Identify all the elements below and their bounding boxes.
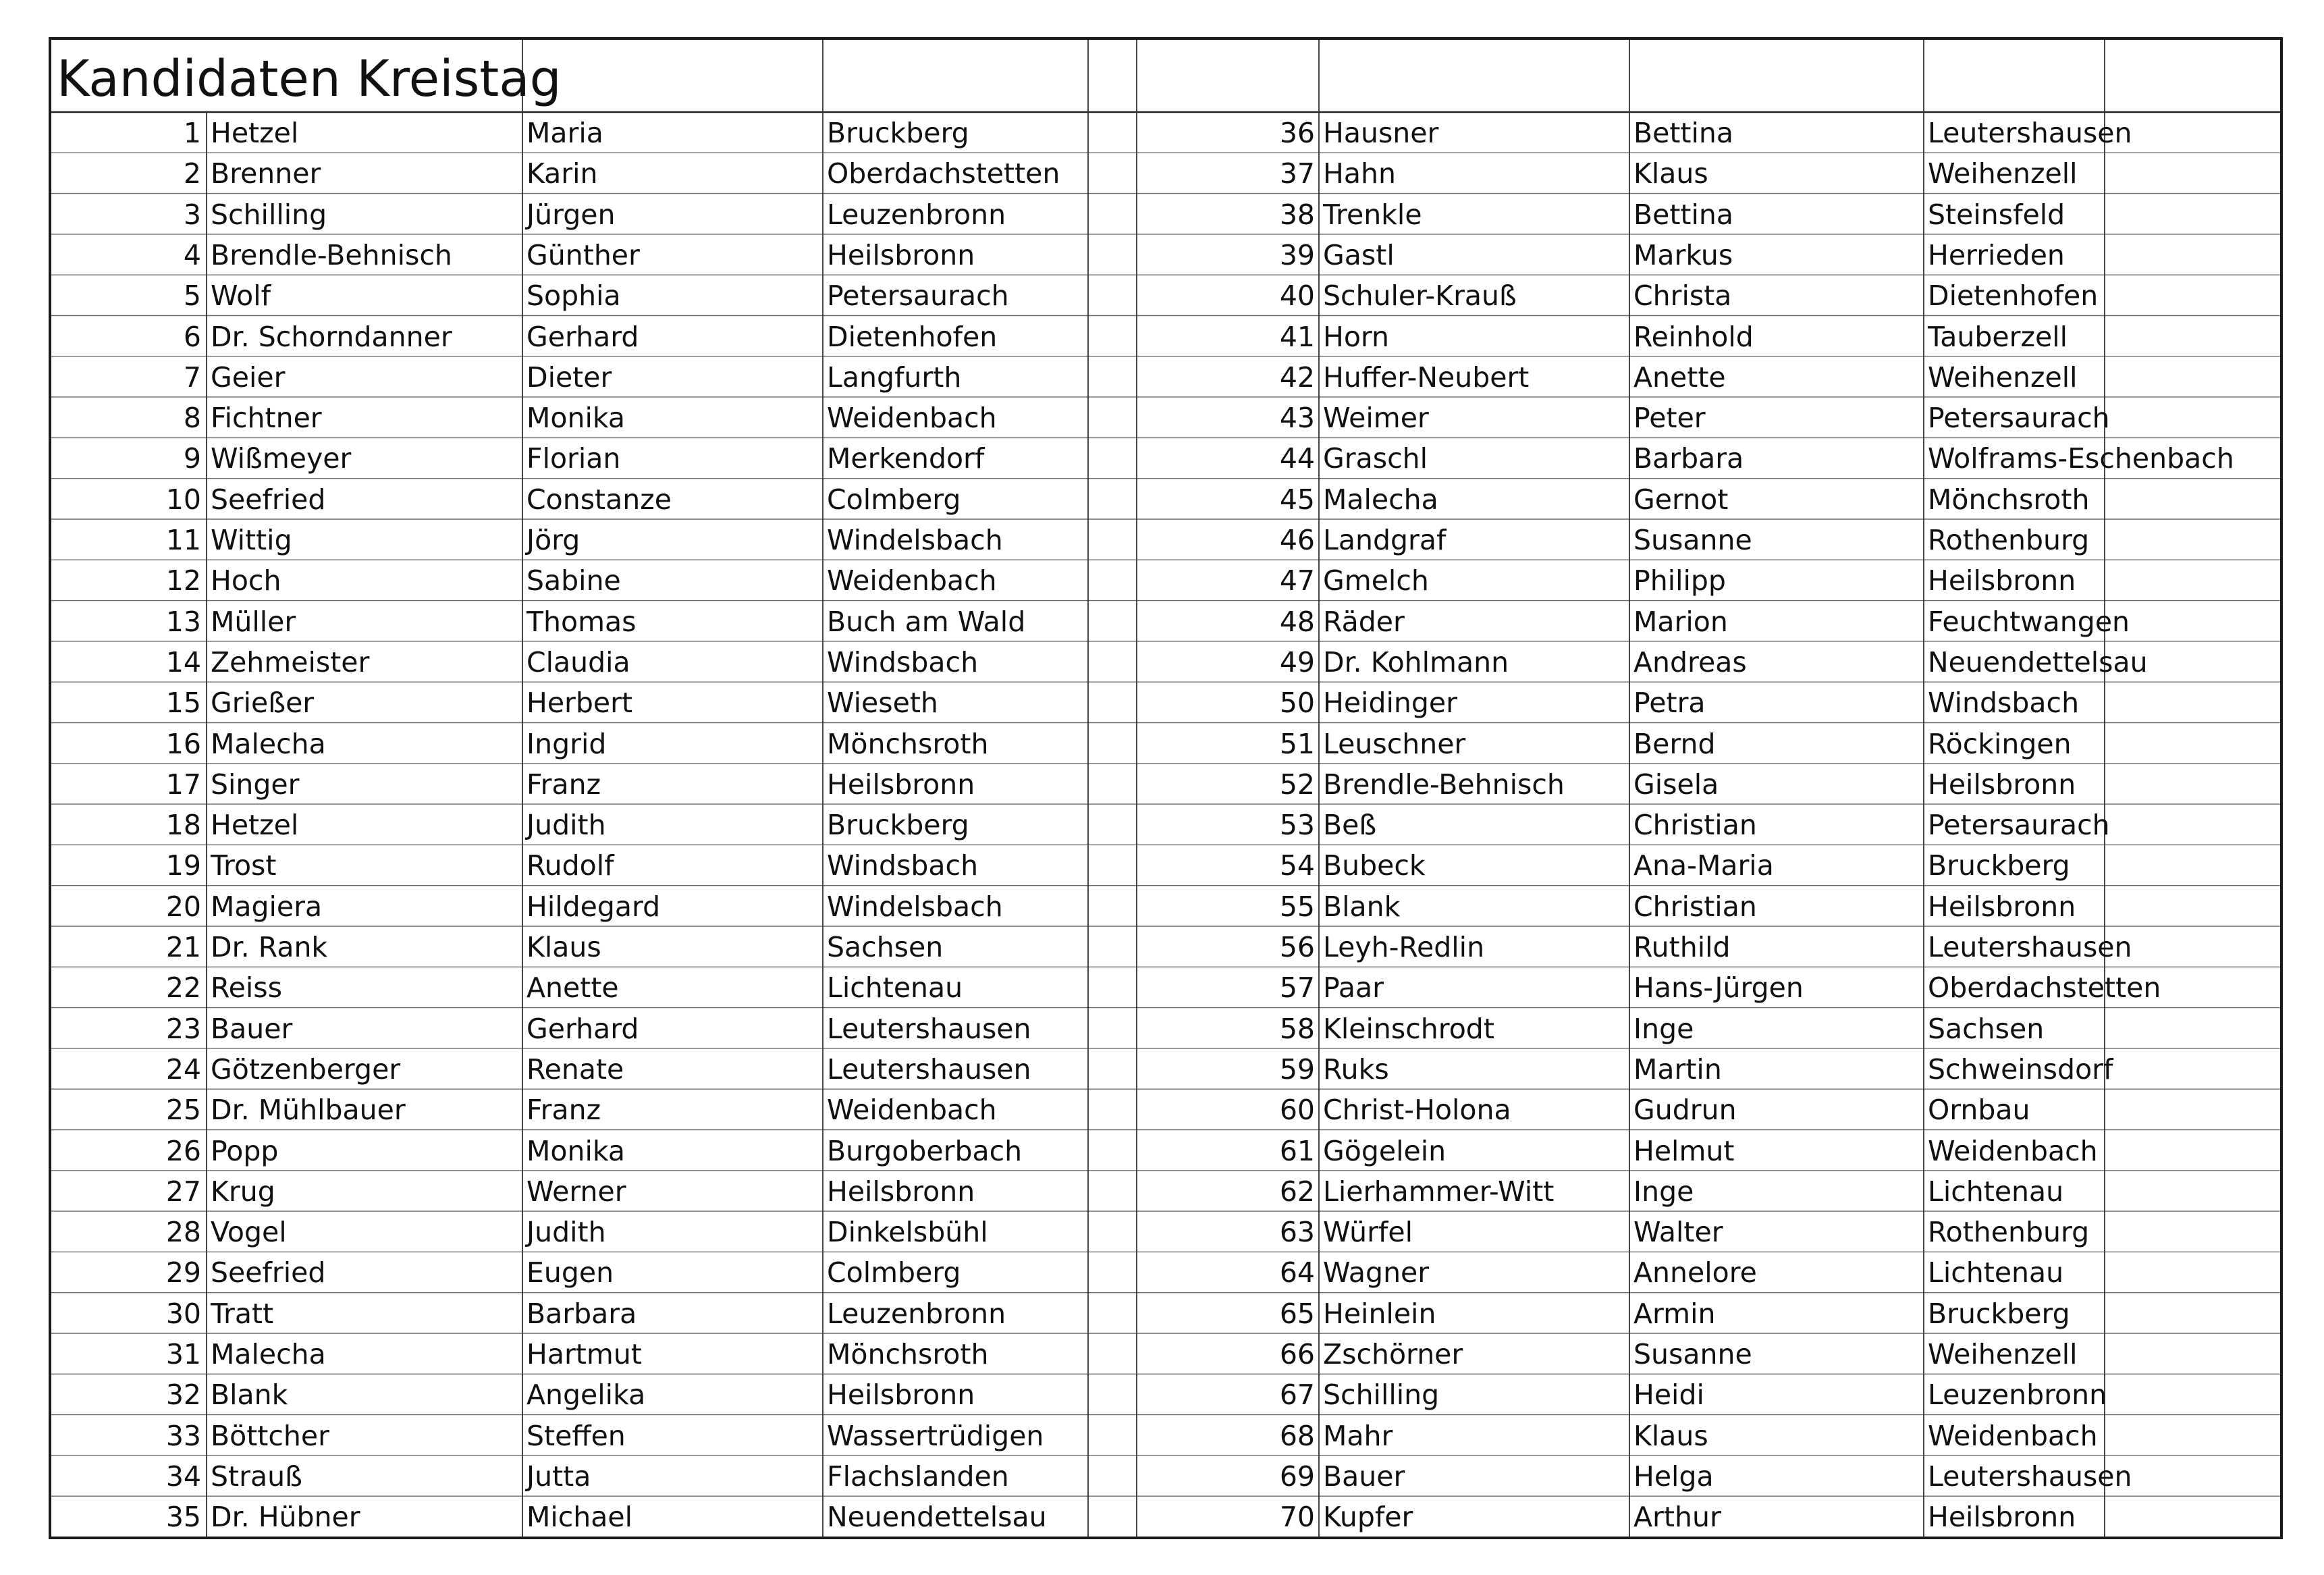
candidate-number: 49 <box>1279 645 1315 678</box>
candidate-town: Weidenbach <box>827 1094 997 1127</box>
candidate-firstname: Anette <box>526 971 619 1005</box>
candidate-surname: Blank <box>211 1379 288 1412</box>
candidate-number: 14 <box>165 645 201 678</box>
candidate-firstname: Bettina <box>1633 117 1734 149</box>
candidate-firstname: Anette <box>1633 361 1726 394</box>
candidate-surname: Gastl <box>1323 238 1395 271</box>
candidate-number: 68 <box>1279 1419 1315 1452</box>
candidate-number: 42 <box>1279 361 1315 394</box>
candidate-surname: Geier <box>211 361 286 394</box>
candidate-number: 43 <box>1279 402 1315 435</box>
candidate-firstname: Klaus <box>1633 157 1708 190</box>
candidate-number: 8 <box>183 402 201 435</box>
candidate-number: 44 <box>1279 442 1315 475</box>
candidate-surname: Christ-Holona <box>1323 1094 1511 1127</box>
candidate-town: Bruckberg <box>1928 849 2070 882</box>
candidate-firstname: Monika <box>526 402 625 435</box>
candidate-town: Rothenburg <box>1928 1216 2090 1249</box>
candidate-firstname: Christian <box>1633 890 1757 923</box>
candidate-firstname: Hildegard <box>526 890 661 923</box>
candidate-town: Oberdachstetten <box>827 157 1060 190</box>
candidate-number: 51 <box>1279 727 1315 760</box>
candidate-number: 63 <box>1279 1216 1315 1249</box>
candidate-number: 31 <box>165 1338 201 1370</box>
candidate-number: 65 <box>1279 1297 1315 1330</box>
candidate-firstname: Klaus <box>1633 1419 1708 1452</box>
candidate-firstname: Eugen <box>526 1256 614 1289</box>
candidate-town: Schweinsdorf <box>1928 1052 2113 1086</box>
candidate-number: 3 <box>183 198 201 231</box>
candidate-surname: Würfel <box>1323 1216 1413 1249</box>
candidate-surname: Wagner <box>1323 1256 1430 1289</box>
candidate-firstname: Inge <box>1633 1012 1694 1045</box>
candidate-firstname: Angelika <box>526 1379 646 1412</box>
candidate-firstname: Gernot <box>1633 483 1729 516</box>
candidate-surname: Heinlein <box>1323 1297 1436 1330</box>
candidate-number: 46 <box>1279 524 1315 556</box>
candidate-firstname: Günther <box>526 238 640 271</box>
candidate-number: 41 <box>1279 320 1315 353</box>
candidate-number: 11 <box>165 524 201 556</box>
candidate-town: Bruckberg <box>1928 1297 2070 1330</box>
candidate-surname: Brendle-Behnisch <box>211 238 452 271</box>
candidate-firstname: Klaus <box>526 931 601 963</box>
candidate-town: Oberdachstetten <box>1928 971 2161 1005</box>
candidate-firstname: Judith <box>526 809 606 842</box>
candidate-number: 7 <box>183 361 201 394</box>
candidate-firstname: Gerhard <box>526 320 639 353</box>
candidate-surname: Hetzel <box>211 117 299 149</box>
candidate-firstname: Petra <box>1633 687 1706 720</box>
candidate-number: 69 <box>1279 1460 1315 1493</box>
candidate-surname: Brenner <box>211 157 321 190</box>
candidate-firstname: Markus <box>1633 238 1733 271</box>
candidate-town: Colmberg <box>827 1256 961 1289</box>
candidate-firstname: Philipp <box>1633 564 1726 597</box>
candidate-town: Windelsbach <box>827 524 1003 556</box>
candidate-town: Langfurth <box>827 361 962 394</box>
candidate-number: 25 <box>165 1094 201 1127</box>
candidate-number: 70 <box>1279 1501 1315 1534</box>
candidate-firstname: Sophia <box>526 279 621 313</box>
candidate-town: Leuzenbronn <box>1928 1379 2107 1412</box>
candidate-town: Rothenburg <box>1928 524 2090 556</box>
candidate-surname: Zehmeister <box>211 645 370 678</box>
candidate-town: Tauberzell <box>1928 320 2068 353</box>
candidate-surname: Mahr <box>1323 1419 1393 1452</box>
candidate-firstname: Hans-Jürgen <box>1633 971 1804 1005</box>
candidate-town: Heilsbronn <box>827 238 975 271</box>
candidate-table <box>49 37 2283 1539</box>
candidate-surname: Landgraf <box>1323 524 1447 556</box>
candidate-surname: Schilling <box>211 198 327 231</box>
candidate-town: Weidenbach <box>1928 1134 2098 1167</box>
candidate-number: 36 <box>1279 117 1315 149</box>
candidate-number: 62 <box>1279 1175 1315 1208</box>
candidate-firstname: Heidi <box>1633 1379 1704 1412</box>
candidate-number: 4 <box>183 238 201 271</box>
candidate-number: 23 <box>165 1012 201 1045</box>
candidate-surname: Dr. Schorndanner <box>211 320 452 353</box>
candidate-number: 35 <box>165 1501 201 1534</box>
candidate-surname: Paar <box>1323 971 1384 1005</box>
candidate-number: 52 <box>1279 768 1315 801</box>
candidate-town: Leutershausen <box>827 1052 1031 1086</box>
candidate-firstname: Christian <box>1633 809 1757 842</box>
candidate-number: 28 <box>165 1216 201 1249</box>
candidate-surname: Böttcher <box>211 1419 329 1452</box>
candidate-town: Heilsbronn <box>827 768 975 801</box>
candidate-firstname: Christa <box>1633 279 1732 313</box>
candidate-firstname: Maria <box>526 117 603 149</box>
candidate-number: 33 <box>165 1419 201 1452</box>
candidate-number: 56 <box>1279 931 1315 963</box>
candidate-town: Dietenhofen <box>1928 279 2099 313</box>
candidate-surname: Hahn <box>1323 157 1396 190</box>
candidate-number: 34 <box>165 1460 201 1493</box>
candidate-town: Leutershausen <box>827 1012 1031 1045</box>
candidate-surname: Beß <box>1323 809 1377 842</box>
candidate-town: Leutershausen <box>1928 1460 2132 1493</box>
candidate-surname: Hausner <box>1323 117 1439 149</box>
candidate-firstname: Constanze <box>526 483 672 516</box>
candidate-town: Weihenzell <box>1928 361 2078 394</box>
candidate-surname: Vogel <box>211 1216 287 1249</box>
candidate-firstname: Inge <box>1633 1175 1694 1208</box>
candidate-number: 40 <box>1279 279 1315 313</box>
candidate-number: 26 <box>165 1134 201 1167</box>
candidate-firstname: Bernd <box>1633 727 1716 760</box>
candidate-town: Lichtenau <box>1928 1256 2064 1289</box>
candidate-number: 22 <box>165 971 201 1005</box>
candidate-number: 24 <box>165 1052 201 1086</box>
candidate-number: 61 <box>1279 1134 1315 1167</box>
candidate-surname: Lierhammer-Witt <box>1323 1175 1555 1208</box>
candidate-firstname: Peter <box>1633 402 1706 435</box>
candidate-number: 67 <box>1279 1379 1315 1412</box>
candidate-surname: Strauß <box>211 1460 302 1493</box>
candidate-number: 57 <box>1279 971 1315 1005</box>
candidate-surname: Bubeck <box>1323 849 1426 882</box>
candidate-number: 12 <box>165 564 201 597</box>
candidate-town: Heilsbronn <box>1928 768 2076 801</box>
candidate-surname: Singer <box>211 768 300 801</box>
candidate-number: 60 <box>1279 1094 1315 1127</box>
candidate-surname: Gögelein <box>1323 1134 1447 1167</box>
candidate-number: 39 <box>1279 238 1315 271</box>
candidate-firstname: Jürgen <box>526 198 616 231</box>
candidate-firstname: Armin <box>1633 1297 1716 1330</box>
candidate-firstname: Renate <box>526 1052 624 1086</box>
candidate-surname: Wißmeyer <box>211 442 352 475</box>
candidate-surname: Dr. Mühlbauer <box>211 1094 406 1127</box>
candidate-firstname: Martin <box>1633 1052 1722 1086</box>
page-title: Kandidaten Kreistag <box>57 50 562 108</box>
candidate-surname: Malecha <box>211 727 326 760</box>
candidate-firstname: Gisela <box>1633 768 1719 801</box>
candidate-surname: Seefried <box>211 483 326 516</box>
candidate-firstname: Andreas <box>1633 645 1747 678</box>
candidate-town: Mönchsroth <box>827 727 989 760</box>
candidate-town: Weidenbach <box>827 402 997 435</box>
candidate-number: 1 <box>183 117 201 149</box>
candidate-number: 37 <box>1279 157 1315 190</box>
candidate-town: Heilsbronn <box>827 1175 975 1208</box>
candidate-firstname: Barbara <box>1633 442 1744 475</box>
candidate-number: 15 <box>165 687 201 720</box>
candidate-town: Leuzenbronn <box>827 1297 1006 1330</box>
candidate-town: Petersaurach <box>1928 402 2110 435</box>
candidate-firstname: Annelore <box>1633 1256 1757 1289</box>
candidate-surname: Schuler-Krauß <box>1323 279 1517 313</box>
candidate-town: Burgoberbach <box>827 1134 1023 1167</box>
candidate-number: 54 <box>1279 849 1315 882</box>
candidate-number: 2 <box>183 157 201 190</box>
candidate-surname: Popp <box>211 1134 279 1167</box>
candidate-firstname: Florian <box>526 442 621 475</box>
candidate-town: Petersaurach <box>827 279 1009 313</box>
candidate-surname: Gmelch <box>1323 564 1429 597</box>
candidate-surname: Wolf <box>211 279 271 313</box>
candidate-firstname: Dieter <box>526 361 612 394</box>
candidate-town: Heilsbronn <box>1928 890 2076 923</box>
candidate-firstname: Thomas <box>526 605 637 638</box>
candidate-town: Weihenzell <box>1928 157 2078 190</box>
candidate-number: 16 <box>165 727 201 760</box>
candidate-town: Mönchsroth <box>1928 483 2090 516</box>
candidate-firstname: Helga <box>1633 1460 1714 1493</box>
candidate-surname: Krug <box>211 1175 275 1208</box>
candidate-number: 20 <box>165 890 201 923</box>
candidate-town: Mönchsroth <box>827 1338 989 1370</box>
candidate-number: 5 <box>183 279 201 313</box>
candidate-town: Neuendettelsau <box>1928 645 2148 678</box>
candidate-number: 38 <box>1279 198 1315 231</box>
candidate-number: 29 <box>165 1256 201 1289</box>
candidate-number: 58 <box>1279 1012 1315 1045</box>
candidate-firstname: Sabine <box>526 564 621 597</box>
candidate-town: Buch am Wald <box>827 605 1026 638</box>
candidate-number: 66 <box>1279 1338 1315 1370</box>
candidate-number: 45 <box>1279 483 1315 516</box>
candidate-surname: Götzenberger <box>211 1052 401 1086</box>
candidate-firstname: Ruthild <box>1633 931 1731 963</box>
candidate-town: Leutershausen <box>1928 117 2132 149</box>
candidate-town: Sachsen <box>827 931 944 963</box>
candidate-town: Wolframs-Eschenbach <box>1928 442 2234 475</box>
candidate-firstname: Susanne <box>1633 1338 1752 1370</box>
candidate-surname: Hetzel <box>211 809 299 842</box>
candidate-town: Leuzenbronn <box>827 198 1006 231</box>
candidate-surname: Weimer <box>1323 402 1429 435</box>
candidate-firstname: Bettina <box>1633 198 1734 231</box>
candidate-firstname: Franz <box>526 768 601 801</box>
candidate-number: 9 <box>183 442 201 475</box>
candidate-town: Dietenhofen <box>827 320 998 353</box>
candidate-firstname: Walter <box>1633 1216 1723 1249</box>
candidate-firstname: Werner <box>526 1175 626 1208</box>
candidate-town: Heilsbronn <box>1928 1501 2076 1534</box>
candidate-number: 53 <box>1279 809 1315 842</box>
candidate-surname: Dr. Hübner <box>211 1501 360 1534</box>
candidate-firstname: Gerhard <box>526 1012 639 1045</box>
candidate-surname: Dr. Rank <box>211 931 328 963</box>
candidate-town: Feuchtwangen <box>1928 605 2130 638</box>
candidate-town: Heilsbronn <box>827 1379 975 1412</box>
candidate-number: 19 <box>165 849 201 882</box>
candidate-town: Sachsen <box>1928 1012 2045 1045</box>
candidate-firstname: Hartmut <box>526 1338 642 1370</box>
candidate-number: 27 <box>165 1175 201 1208</box>
candidate-town: Petersaurach <box>1928 809 2110 842</box>
candidate-firstname: Michael <box>526 1501 633 1534</box>
candidate-town: Leutershausen <box>1928 931 2132 963</box>
candidate-firstname: Rudolf <box>526 849 614 882</box>
candidate-town: Neuendettelsau <box>827 1501 1047 1534</box>
candidate-number: 13 <box>165 605 201 638</box>
candidate-surname: Schilling <box>1323 1379 1440 1412</box>
candidate-firstname: Karin <box>526 157 598 190</box>
candidate-surname: Seefried <box>211 1256 326 1289</box>
candidate-surname: Blank <box>1323 890 1401 923</box>
candidate-firstname: Marion <box>1633 605 1728 638</box>
candidate-surname: Leyh-Redlin <box>1323 931 1485 963</box>
candidate-surname: Trost <box>211 849 277 882</box>
candidate-surname: Grießer <box>211 687 315 720</box>
candidate-firstname: Helmut <box>1633 1134 1735 1167</box>
candidate-firstname: Steffen <box>526 1419 626 1452</box>
candidate-town: Dinkelsbühl <box>827 1216 988 1249</box>
candidate-surname: Kleinschrodt <box>1323 1012 1494 1045</box>
candidate-surname: Zschörner <box>1323 1338 1463 1370</box>
candidate-surname: Ruks <box>1323 1052 1389 1086</box>
candidate-town: Röckingen <box>1928 727 2072 760</box>
candidate-firstname: Gudrun <box>1633 1094 1737 1127</box>
candidate-town: Heilsbronn <box>1928 564 2076 597</box>
candidate-number: 30 <box>165 1297 201 1330</box>
candidate-number: 10 <box>165 483 201 516</box>
candidate-surname: Räder <box>1323 605 1405 638</box>
candidate-number: 18 <box>165 809 201 842</box>
candidate-firstname: Jutta <box>526 1460 591 1493</box>
candidate-town: Flachslanden <box>827 1460 1009 1493</box>
candidate-surname: Fichtner <box>211 402 322 435</box>
candidate-surname: Müller <box>211 605 296 638</box>
candidate-town: Windsbach <box>827 849 979 882</box>
candidate-town: Weidenbach <box>1928 1419 2098 1452</box>
candidate-surname: Graschl <box>1323 442 1428 475</box>
candidate-town: Lichtenau <box>827 971 963 1005</box>
candidate-surname: Horn <box>1323 320 1390 353</box>
candidate-town: Bruckberg <box>827 117 969 149</box>
candidate-surname: Huffer-Neubert <box>1323 361 1530 394</box>
candidate-firstname: Herbert <box>526 687 633 720</box>
candidate-town: Wieseth <box>827 687 938 720</box>
candidate-firstname: Franz <box>526 1094 601 1127</box>
candidate-number: 47 <box>1279 564 1315 597</box>
candidate-surname: Malecha <box>211 1338 326 1370</box>
candidate-town: Steinsfeld <box>1928 198 2065 231</box>
candidate-town: Herrieden <box>1928 238 2065 271</box>
candidate-surname: Malecha <box>1323 483 1438 516</box>
candidate-firstname: Monika <box>526 1134 625 1167</box>
candidate-surname: Wittig <box>211 524 292 556</box>
candidate-town: Windsbach <box>827 645 979 678</box>
candidate-surname: Reiss <box>211 971 282 1005</box>
candidate-town: Windsbach <box>1928 687 2080 720</box>
candidate-number: 59 <box>1279 1052 1315 1086</box>
candidate-town: Lichtenau <box>1928 1175 2064 1208</box>
candidate-firstname: Ana-Maria <box>1633 849 1774 882</box>
candidate-number: 50 <box>1279 687 1315 720</box>
candidate-town: Weidenbach <box>827 564 997 597</box>
candidate-town: Windelsbach <box>827 890 1003 923</box>
candidate-surname: Brendle-Behnisch <box>1323 768 1565 801</box>
candidate-town: Wassertrüdigen <box>827 1419 1044 1452</box>
candidate-surname: Bauer <box>211 1012 293 1045</box>
candidate-firstname: Barbara <box>526 1297 637 1330</box>
candidate-firstname: Ingrid <box>526 727 607 760</box>
candidate-surname: Hoch <box>211 564 281 597</box>
candidate-number: 64 <box>1279 1256 1315 1289</box>
candidate-number: 32 <box>165 1379 201 1412</box>
candidate-firstname: Claudia <box>526 645 630 678</box>
candidate-number: 48 <box>1279 605 1315 638</box>
candidate-surname: Tratt <box>211 1297 274 1330</box>
candidate-firstname: Judith <box>526 1216 606 1249</box>
candidate-number: 55 <box>1279 890 1315 923</box>
candidate-number: 17 <box>165 768 201 801</box>
candidate-town: Colmberg <box>827 483 961 516</box>
candidate-number: 6 <box>183 320 201 353</box>
candidate-town: Bruckberg <box>827 809 969 842</box>
candidate-firstname: Reinhold <box>1633 320 1754 353</box>
candidate-firstname: Jörg <box>526 524 580 556</box>
candidate-town: Ornbau <box>1928 1094 2030 1127</box>
candidate-surname: Magiera <box>211 890 323 923</box>
candidate-firstname: Arthur <box>1633 1501 1721 1534</box>
candidate-firstname: Susanne <box>1633 524 1752 556</box>
candidate-town: Weihenzell <box>1928 1338 2078 1370</box>
candidate-surname: Leuschner <box>1323 727 1466 760</box>
candidate-surname: Bauer <box>1323 1460 1405 1493</box>
candidate-surname: Dr. Kohlmann <box>1323 645 1509 678</box>
candidate-town: Merkendorf <box>827 442 985 475</box>
candidate-surname: Trenkle <box>1323 198 1422 231</box>
candidate-surname: Kupfer <box>1323 1501 1413 1534</box>
candidate-number: 21 <box>165 931 201 963</box>
candidate-surname: Heidinger <box>1323 687 1457 720</box>
